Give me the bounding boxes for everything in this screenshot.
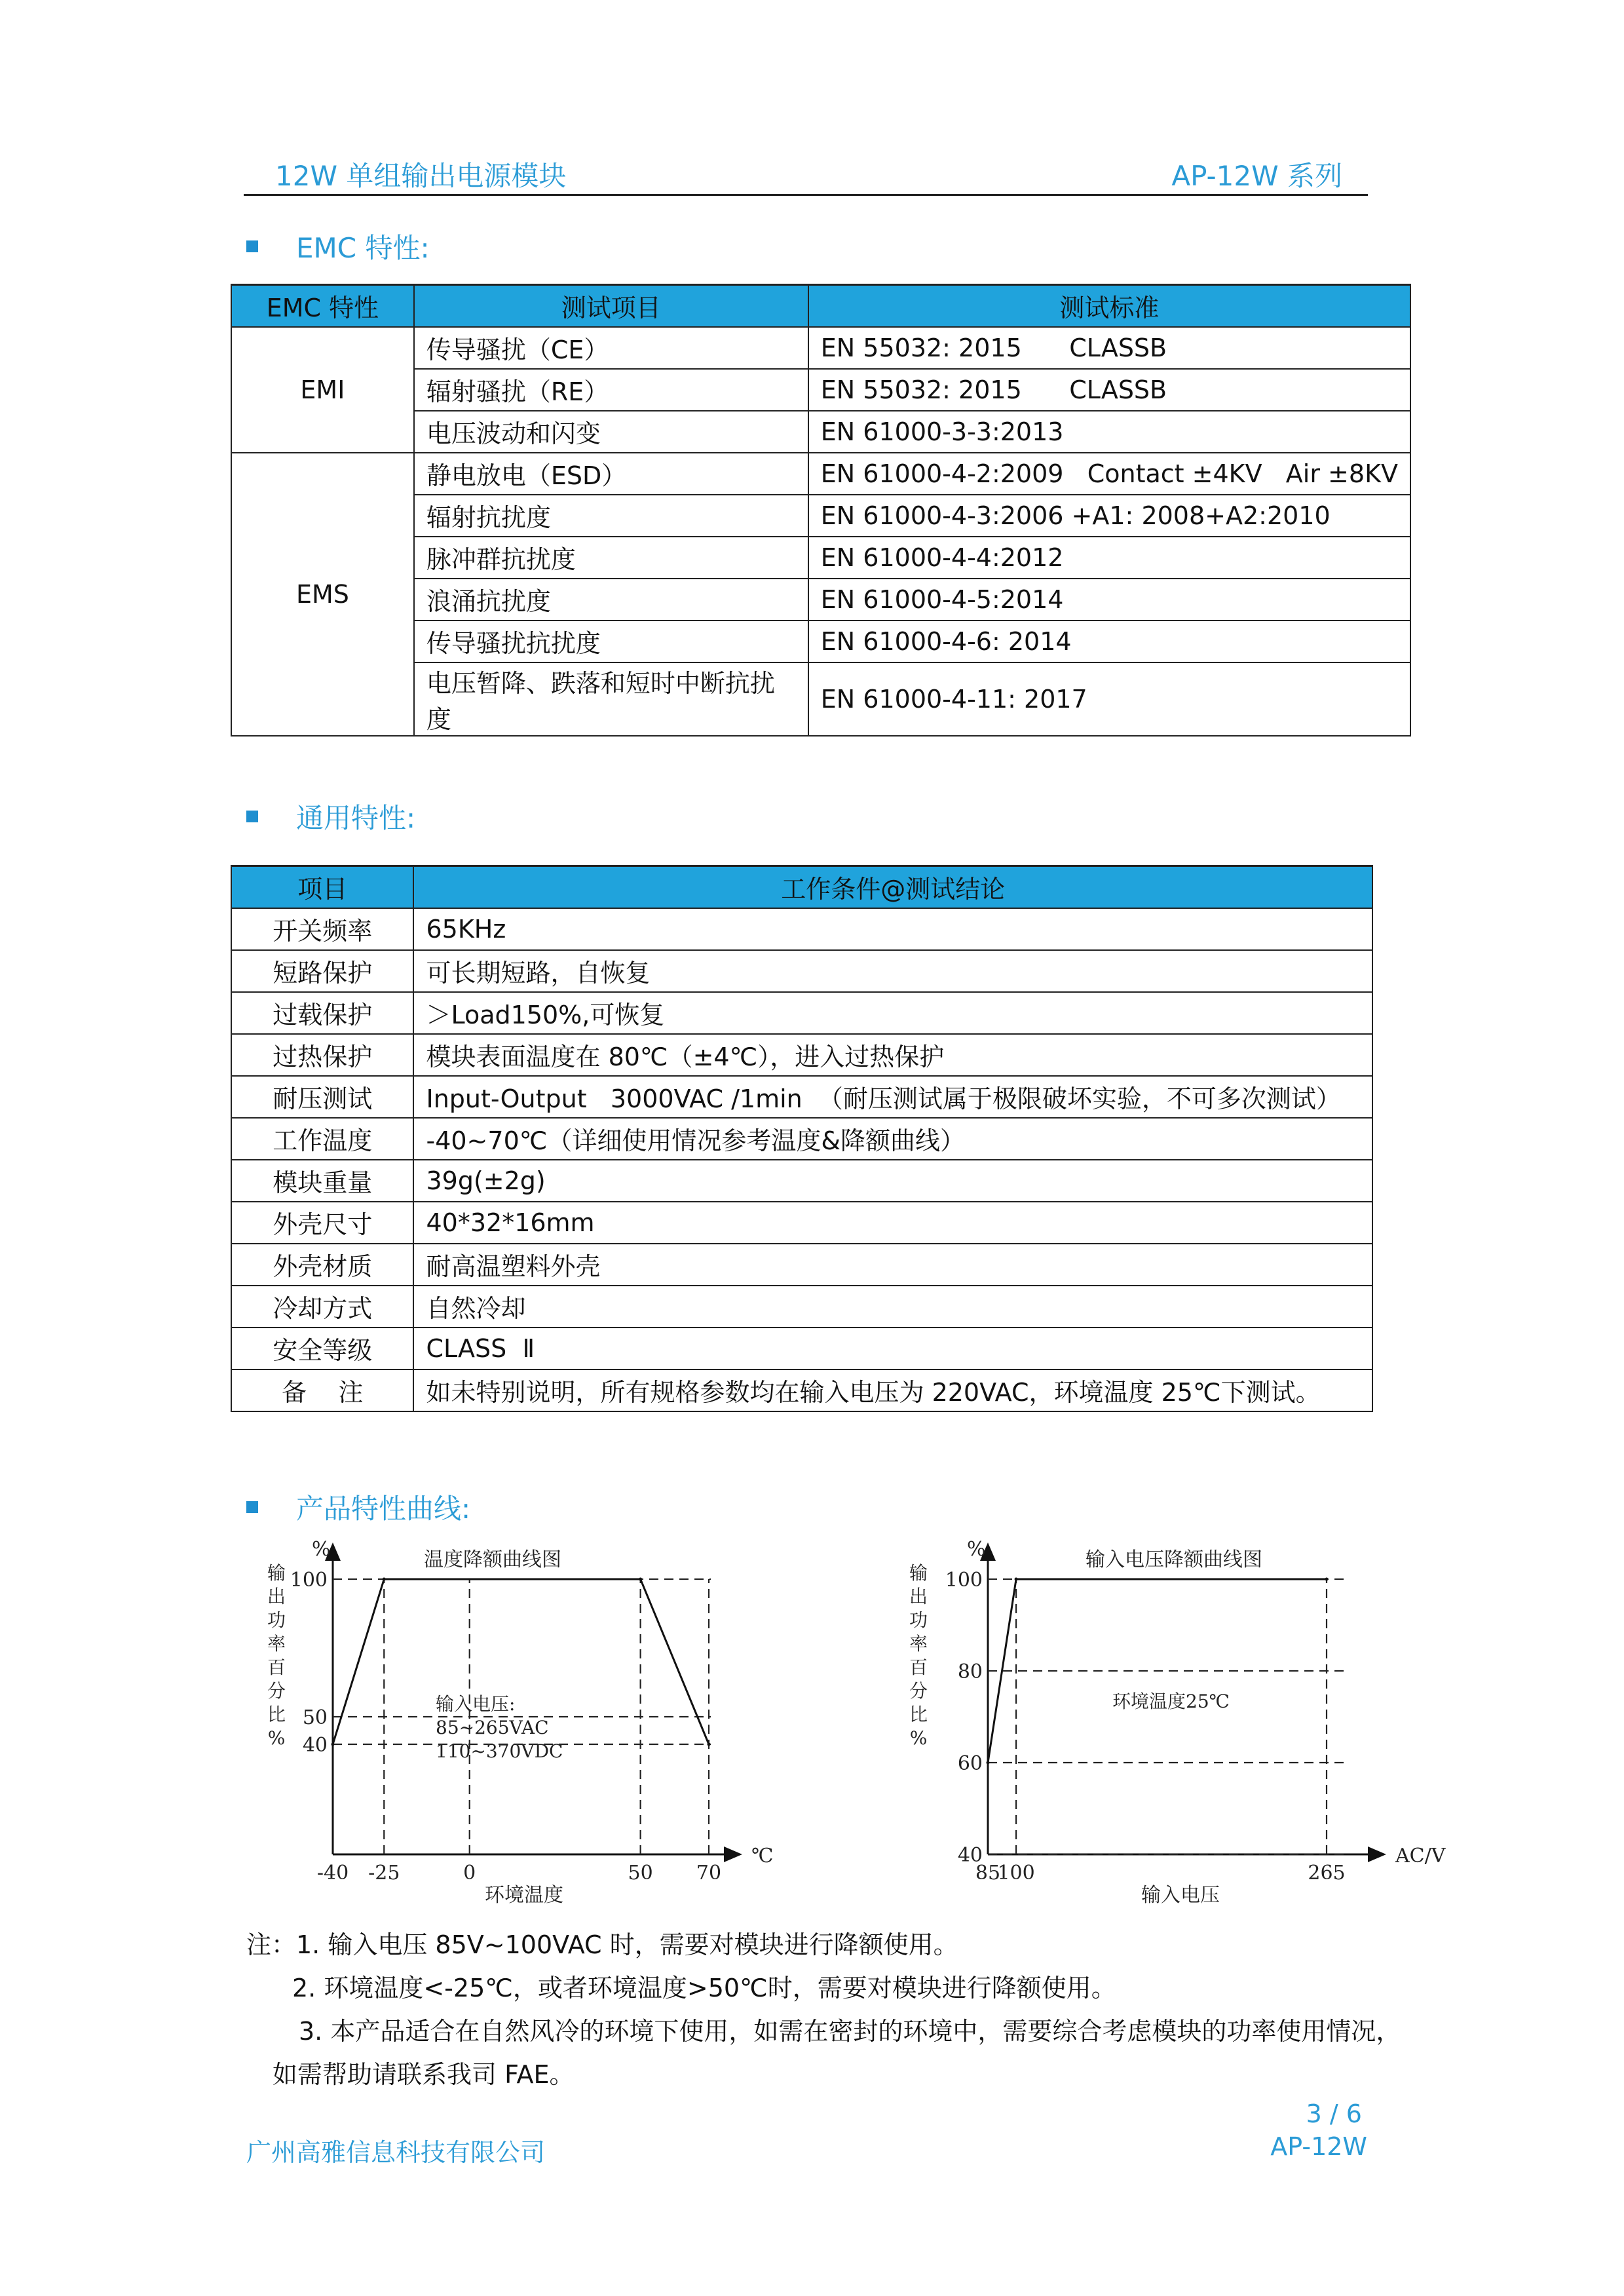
table-row [231,453,1410,495]
y-axis-label-char: 率 [267,1633,286,1655]
general-heading-text: 通用特性: [296,802,416,834]
test-item: 传导骚扰抗扰度 [414,621,808,662]
table-row [231,1286,1372,1328]
voltage-derating-chart [891,1520,1467,1916]
spec-value: 40*32*16mm [413,1202,1372,1244]
test-item: 传导骚扰（CE） [414,327,808,369]
spec-item: 备 注 [231,1369,413,1411]
data-point [987,1761,990,1765]
spec-value: -40~70℃（详细使用情况参考温度&降额曲线） [413,1118,1372,1160]
header-rule [244,194,1368,196]
table-row [231,1160,1372,1202]
chart-title: 温度降额曲线图 [424,1548,561,1571]
y-axis-label-char: 率 [909,1633,928,1655]
notes [246,1923,1401,2096]
emc-group-name: EMS [231,453,414,736]
table-row [231,1369,1372,1411]
y-axis-label-char: 出 [267,1586,286,1607]
header-series: AP-12W 系列 [1171,160,1342,192]
test-item: 浪涌抗扰度 [414,579,808,621]
test-item: 辐射抗扰度 [414,495,808,537]
chart-title: 输入电压降额曲线图 [1086,1548,1262,1571]
spec-value: 如未特别说明，所有规格参数均在输入电压为 220VAC，环境温度 25℃下测试。 [413,1369,1372,1411]
y-unit-label: % [967,1538,986,1561]
spec-item: 安全等级 [231,1328,413,1369]
x-axis-arrow [724,1846,742,1862]
test-item: 辐射骚扰（RE） [414,369,808,411]
emc-col-header: EMC 特性 [231,285,414,327]
spec-value: 可长期短路，自恢复 [413,950,1372,992]
table-row [231,1034,1372,1076]
emc-col-header: 测试项目 [414,285,808,327]
x-axis-arrow [1368,1846,1386,1862]
y-axis-label-char: 分 [909,1680,928,1702]
test-item: 电压暂降、跌落和短时中断抗扰度 [414,662,808,736]
y-axis-label-char: 百 [267,1656,286,1678]
x-tick-label: 265 [1308,1862,1346,1885]
spec-item: 过载保护 [231,992,413,1034]
general-table-body [231,908,1372,1411]
note-line: 3. 本产品适合在自然风冷的环境下使用，如需在密封的环境中，需要综合考虑模块的功率使用情况， [299,2017,1401,2046]
test-standard: EN 61000-4-2:2009 Contact ±4KV Air ±8KV [808,453,1410,495]
y-tick-label: 100 [945,1569,983,1592]
note-line: 2. 环境温度<-25℃，或者环境温度>50℃时，需要对模块进行降额使用。 [292,1974,1116,2002]
curves-heading-text: 产品特性曲线: [296,1493,471,1525]
chart-annotation: 环境温度25℃ [1112,1691,1230,1712]
spec-item: 短路保护 [231,950,413,992]
chart-annotation: 输入电压: [436,1693,516,1715]
table-row [231,327,1410,369]
test-standard: EN 55032: 2015 CLASSB [808,369,1410,411]
data-point [331,1743,335,1746]
voltage-derating-svg [891,1520,1467,1913]
x-tick-label: 100 [997,1862,1035,1885]
spec-item: 外壳材质 [231,1244,413,1286]
x-tick-label: 0 [463,1862,476,1885]
y-axis-label-char: 百 [909,1656,928,1678]
note-line: 如需帮助请联系我司 FAE。 [273,2060,575,2089]
spec-item: 模块重量 [231,1160,413,1202]
x-axis-label: 环境温度 [485,1884,563,1907]
spec-value: 39g(±2g) [413,1160,1372,1202]
table-row [231,908,1372,950]
test-standard: EN 61000-4-3:2006 +A1: 2008+A2:2010 [808,495,1410,537]
x-tick-label: -40 [316,1862,349,1885]
y-axis-label-char: % [267,1727,286,1749]
footer-company: 广州高雅信息科技有限公司 [246,2138,546,2167]
test-standard: EN 61000-4-5:2014 [808,579,1410,621]
table-row [231,992,1372,1034]
bullet-icon [246,811,258,822]
spec-item: 外壳尺寸 [231,1202,413,1244]
test-standard: EN 61000-4-11: 2017 [808,662,1410,736]
bullet-icon [246,240,258,252]
test-item: 静电放电（ESD） [414,453,808,495]
spec-value: CLASS Ⅱ [413,1328,1372,1369]
y-axis-label-char: % [909,1727,928,1749]
test-standard: EN 55032: 2015 CLASSB [808,327,1410,369]
x-axis-label: 输入电压 [1141,1884,1220,1907]
spec-item: 工作温度 [231,1118,413,1160]
x-tick-label: 70 [696,1862,722,1885]
table-row [231,950,1372,992]
y-axis-label-char: 比 [909,1704,928,1725]
x-tick-label: -25 [368,1862,400,1885]
y-axis-label-char: 功 [909,1609,928,1631]
temperature-derating-chart [249,1520,825,1916]
general-section-heading [246,797,415,836]
data-point [1015,1578,1018,1581]
test-standard: EN 61000-4-6: 2014 [808,621,1410,662]
data-point [383,1578,386,1581]
y-unit-label: % [312,1538,331,1561]
test-item: 电压波动和闪变 [414,411,808,453]
y-tick-label: 100 [290,1569,328,1592]
spec-value: 65KHz [413,908,1372,950]
test-standard: EN 61000-3-3:2013 [808,411,1410,453]
general-table [231,865,1373,1412]
emc-group-name: EMI [231,327,414,453]
footer-page-number: 3 / 6 [1306,2099,1362,2128]
y-tick-label: 40 [957,1844,983,1867]
spec-value: 模块表面温度在 80℃（±4℃），进入过热保护 [413,1034,1372,1076]
note-line: 注：1. 输入电压 85V~100VAC 时，需要对模块进行降额使用。 [246,1930,958,1959]
table-row [231,1118,1372,1160]
general-col-header: 项目 [231,866,413,908]
y-axis-label-char: 出 [909,1586,928,1607]
x-unit-label: AC/V [1395,1845,1446,1867]
bullet-icon [246,1501,258,1513]
spec-item: 冷却方式 [231,1286,413,1328]
emc-heading-text: EMC 特性: [296,232,430,264]
y-axis-label-char: 分 [267,1680,286,1702]
y-tick-label: 40 [302,1734,328,1757]
chart-annotation: 110~370VDC [436,1740,563,1762]
spec-value: Input-Output 3000VAC /1min （耐压测试属于极限破坏实验，不可多次测试） [413,1076,1372,1118]
emc-section-heading [246,227,430,266]
general-col-header: 工作条件@测试结论 [413,866,1372,908]
data-point [708,1743,711,1746]
table-row [231,1202,1372,1244]
spec-value: 耐高温塑料外壳 [413,1244,1372,1286]
test-item: 脉冲群抗扰度 [414,537,808,579]
chart-annotation: 85~265VAC [436,1717,549,1738]
spec-value: 自然冷却 [413,1286,1372,1328]
spec-item: 过热保护 [231,1034,413,1076]
data-point [1325,1578,1329,1581]
y-tick-label: 80 [957,1660,983,1683]
spec-value: ＞Load150%,可恢复 [413,992,1372,1034]
y-axis-label-char: 输 [267,1562,286,1584]
table-row [231,1328,1372,1369]
y-axis-label-char: 输 [909,1562,928,1584]
y-tick-label: 60 [957,1752,983,1775]
footer-model: AP-12W [1270,2132,1367,2161]
header-title: 12W 单组输出电源模块 [275,160,567,192]
table-row [231,1244,1372,1286]
temperature-derating-svg [249,1520,825,1913]
spec-item: 开关频率 [231,908,413,950]
emc-col-header: 测试标准 [808,285,1410,327]
y-axis-label-char: 比 [267,1704,286,1725]
table-row [231,1076,1372,1118]
x-tick-label: 50 [628,1862,653,1885]
emc-table [231,284,1411,737]
x-tick-label: 85 [975,1862,1001,1885]
test-standard: EN 61000-4-4:2012 [808,537,1410,579]
y-axis-label-char: 功 [267,1609,286,1631]
spec-item: 耐压测试 [231,1076,413,1118]
y-tick-label: 50 [302,1706,328,1729]
x-unit-label: ℃ [751,1845,774,1867]
data-point [639,1578,642,1581]
